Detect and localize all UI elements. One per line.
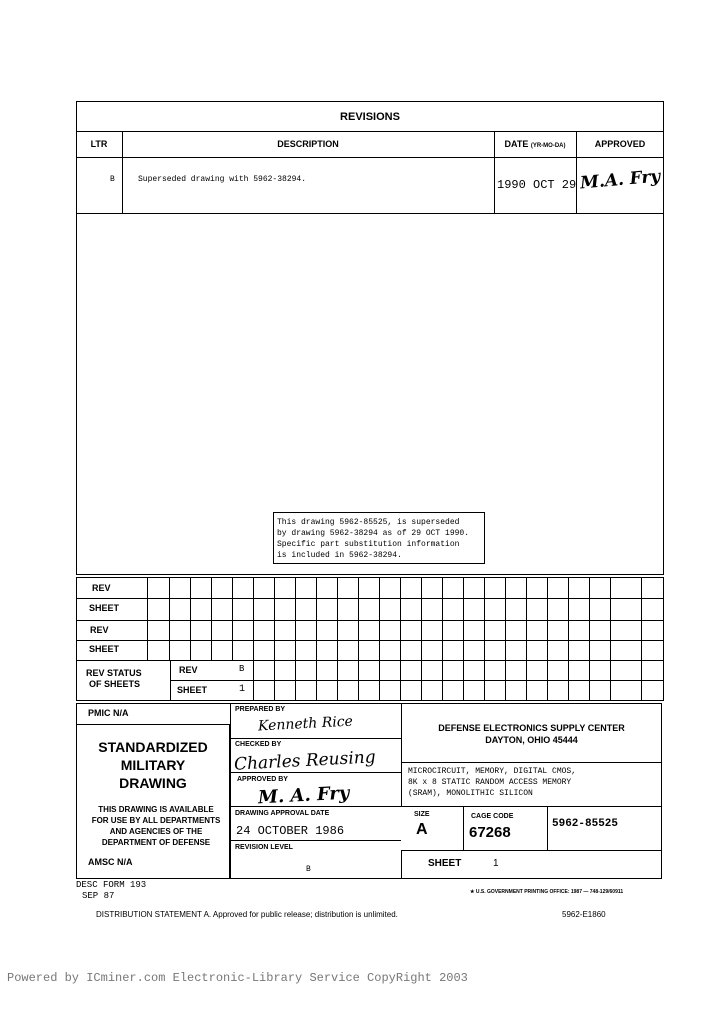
grid-column-line (526, 577, 527, 660)
revision-row-approved-signature: M.A. Fry (579, 166, 662, 194)
notice-line-2: by drawing 5962-38294 as of 29 OCT 1990. (277, 529, 470, 538)
title-block-right-divider (401, 703, 402, 807)
grid-label-divider (147, 577, 148, 660)
grid-column-line (400, 577, 401, 660)
cage-value: 67268 (469, 824, 511, 841)
description-line: (SRAM), MONOLITHIC SILICON (408, 789, 533, 798)
ltr-header: LTR (90, 139, 108, 149)
grid-column-line (641, 660, 642, 701)
date-header (494, 139, 576, 149)
checked-by-label: CHECKED BY (235, 741, 282, 748)
rev-status-rev-value: B (239, 664, 245, 674)
notice-line-3: Specific part substitution information (277, 540, 460, 549)
grid-column-line (547, 577, 548, 660)
availability-line: THIS DRAWING IS AVAILABLE (98, 805, 214, 814)
grid-column-line (274, 660, 275, 701)
watermark: Powered by ICminer.com Electronic-Library Service CopyRight 2003 (7, 971, 468, 985)
availability-line: FOR USE BY ALL DEPARTMENTS (91, 816, 221, 825)
grid-column-line (358, 660, 359, 701)
date-header-format: (YR-MO-DA) (530, 143, 566, 149)
sheet-label-1: SHEET (89, 603, 120, 613)
form-date: SEP 87 (82, 891, 115, 901)
agency-address: DAYTON, OHIO 45444 (485, 735, 578, 745)
rev-status-label: REV STATUS (86, 668, 142, 678)
pmic-label: PMIC N/A (88, 708, 129, 718)
rev-status-rev-label: REV (179, 665, 198, 675)
grid-column-line (421, 577, 422, 660)
sheet-box-left (401, 850, 402, 879)
availability-line: AND AGENCIES OF THE (109, 827, 203, 836)
grid-hline (76, 660, 664, 661)
smd-title-1: STANDARDIZED (98, 739, 208, 755)
grid-column-line (274, 577, 275, 660)
grid-column-line (484, 660, 485, 701)
rev-label-1: REV (92, 583, 111, 593)
grid-column-line (526, 660, 527, 701)
grid-column-line (589, 660, 590, 701)
grid-column-line (358, 577, 359, 660)
sheet-label: SHEET (428, 858, 462, 869)
grid-column-line (379, 660, 380, 701)
availability-statement (76, 804, 236, 848)
description-header: DESCRIPTION (277, 139, 339, 149)
prepared-by-label: PREPARED BY (235, 706, 286, 713)
approved-by-label: APPROVED BY (237, 776, 288, 783)
approved-by-signature: M. A. Fry (257, 782, 350, 809)
availability-line: DEPARTMENT OF DEFENSE (101, 838, 211, 847)
revision-row-description: Superseded drawing with 5962-38294. (138, 175, 307, 184)
grid-column-line (295, 660, 296, 701)
notice-line-4: is included in 5962-38294. (277, 551, 402, 560)
approved-header: APPROVED (594, 139, 646, 149)
grid-column-line (295, 577, 296, 660)
amsc-label: AMSC N/A (88, 857, 133, 867)
description-line: MICROCIRCUIT, MEMORY, DIGITAL CMOS, (408, 767, 577, 776)
grid-column-line (484, 577, 485, 660)
size-label: SIZE (414, 811, 430, 818)
grid-hline (76, 598, 664, 599)
rev-label-2: REV (90, 625, 109, 635)
grid-column-line (211, 577, 212, 660)
cage-label: CAGE CODE (471, 813, 514, 820)
size-value: A (416, 821, 428, 838)
grid-column-line (232, 577, 233, 660)
of-sheets-label: OF SHEETS (89, 679, 141, 689)
grid-column-line (641, 577, 642, 660)
grid-column-line (379, 577, 380, 660)
grid-label-divider (170, 660, 171, 701)
revision-row-ltr: B (110, 175, 115, 184)
grid-column-line (421, 660, 422, 701)
revision-row-date: 1990 OCT 29 (497, 178, 577, 192)
grid-column-line (610, 660, 611, 701)
size-divider (463, 806, 464, 850)
grid-column-line (442, 577, 443, 660)
grid-column-line (547, 660, 548, 701)
grid-column-line (505, 577, 506, 660)
grid-column-line (463, 660, 464, 701)
revision-level-value: B (306, 865, 311, 874)
checked-by-signature: Charles Reusing (233, 747, 377, 775)
title-block-left-divider (230, 703, 231, 879)
agency-name: DEFENSE ELECTRONICS SUPPLY CENTER (438, 723, 625, 733)
grid-column-line (610, 577, 611, 660)
notice-line-1: This drawing 5962-85525, is superseded (277, 518, 460, 527)
gpo-notice: ★ U.S. GOVERNMENT PRINTING OFFICE: 1987 — 748-129/60911 (470, 889, 624, 895)
grid-column-line (190, 577, 191, 660)
rev-status-sheet-value: 1 (239, 684, 246, 695)
grid-hline (76, 640, 664, 641)
approval-date-label: DRAWING APPROVAL DATE (235, 810, 330, 817)
approved-divider (230, 806, 401, 807)
agency-divider (401, 762, 662, 763)
description-divider (401, 806, 662, 807)
grid-column-line (463, 577, 464, 660)
grid-column-line (568, 577, 569, 660)
grid-column-line (316, 577, 317, 660)
grid-column-line (505, 660, 506, 701)
grid-column-line (442, 660, 443, 701)
sheet-value: 1 (493, 858, 499, 869)
grid-column-line (169, 577, 170, 660)
revisions-row-divider (76, 213, 664, 214)
drawing-number: 5962-85525 (552, 818, 619, 830)
cage-divider (547, 806, 548, 850)
grid-column-line (337, 660, 338, 701)
approval-date-divider (230, 840, 401, 841)
grid-column-line (400, 660, 401, 701)
grid-column-line (253, 577, 254, 660)
drawing-description (408, 766, 576, 799)
approval-date-value: 24 OCTOBER 1986 (236, 824, 345, 838)
description-line: 8K x 8 STATIC RANDOM ACCESS MEMORY (408, 778, 572, 787)
grid-column-line (316, 660, 317, 701)
size-cage-divider (401, 850, 662, 851)
prepared-divider (230, 738, 401, 739)
grid-column-line (337, 577, 338, 660)
grid-column-line (253, 660, 254, 701)
grid-column-line (568, 660, 569, 701)
date-header-label: DATE (504, 139, 529, 149)
rev-status-sheet-label: SHEET (177, 685, 208, 695)
grid-hline (76, 620, 664, 621)
supersede-notice (273, 512, 485, 564)
document-code: 5962-E1860 (562, 910, 606, 919)
revision-level-label: REVISION LEVEL (235, 844, 293, 851)
prepared-by-signature: Kenneth Rice (257, 713, 354, 735)
grid-column-line (589, 577, 590, 660)
smd-title-3: DRAWING (119, 775, 187, 791)
sheet-label-2: SHEET (89, 644, 120, 654)
distribution-statement: DISTRIBUTION STATEMENT A. Approved for public release; distribution is unlimited. (96, 910, 398, 919)
revisions-title: REVISIONS (340, 111, 400, 123)
smd-title-2: MILITARY (120, 757, 186, 773)
form-number: DESC FORM 193 (76, 880, 147, 890)
rev-status-grid (76, 577, 664, 701)
